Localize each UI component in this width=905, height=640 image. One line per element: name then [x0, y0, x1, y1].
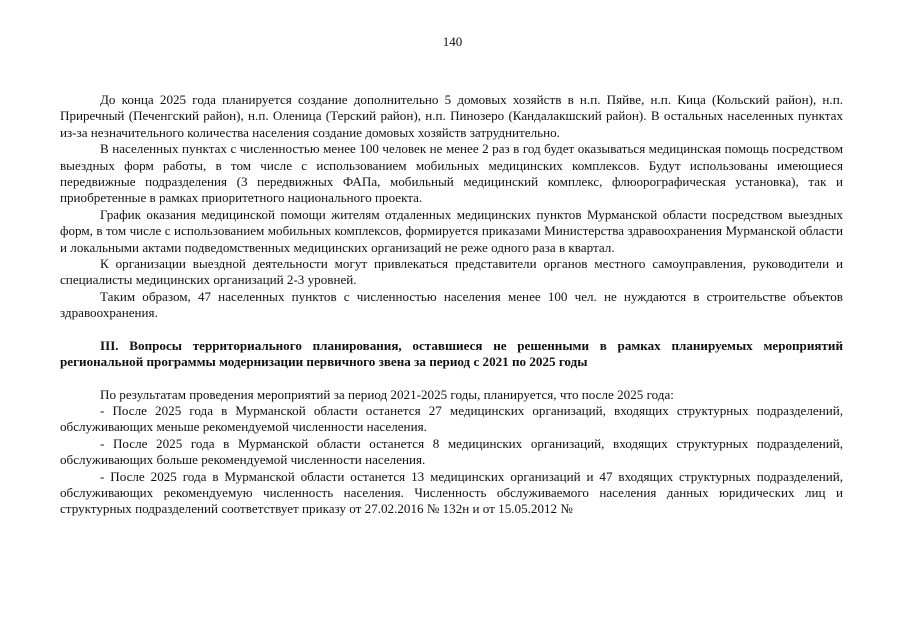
paragraph: До конца 2025 года планируется создание дополнительно 5 домовых хозяйств в н.п. Пяйве, н.п. Кица (Кольский район), н.п. Приречный (Печенгский район), н.п. Оленица (Терский район), н.п. Пинозеро (Кандалакшский район). В остальных населенных пунктах из-за незначительного количества населения создание домовых хозяйств затруднительно.: [60, 92, 843, 140]
page-number: 140: [442, 34, 463, 49]
section-heading: III. Вопросы территориального планирования, оставшиеся не решенными в рамках планируемых мероприятий региональной программы модернизации первичного звена за период с 2021 по 2025 годы: [60, 337, 843, 370]
list-item: - После 2025 года в Мурманской области останется 27 медицинских организаций, входящих структурных подразделений, обслуживающих меньше рекомендуемой численности населения.: [60, 402, 843, 435]
list-item: - После 2025 года в Мурманской области останется 8 медицинских организаций, входящих структурных подразделений, обслуживающих больше рекомендуемой численности населения.: [60, 435, 843, 468]
document-body: [60, 92, 843, 518]
intro-paragraph: По результатам проведения мероприятий за период 2021-2025 годы, планируется, что после 2025 года:: [100, 386, 674, 402]
paragraph: Таким образом, 47 населенных пунктов с численностью населения менее 100 чел. не нуждаются в строительстве объектов здравоохранения.: [60, 288, 843, 321]
paragraph: График оказания медицинской помощи жителям отдаленных медицинских пунктов Мурманской области посредством выездных форм, в том числе с использованием мобильных комплексов, формируется приказами Министерства здравоохранения Мурманской области и локальными актами подведомственных медицинских организаций не реже одного раза в квартал.: [60, 206, 843, 255]
paragraph: В населенных пунктах с численностью менее 100 человек не менее 2 раз в год будет оказываться медицинская помощь посредством выездных форм работы, в том числе с использованием мобильных медицинских комплексов. Будут использованы имеющиеся передвижные подразделения (3 передвижных ФАПа, мобильный медицинский комплекс, флюорографическая установка), так и приобретенные в рамках приоритетного национального проекта.: [60, 141, 843, 206]
list-item: - После 2025 года в Мурманской области останется 13 медицинских организаций и 47 входящих структурных подразделений, обслуживающих рекомендуемую численность населения. Численность обслуживаемого населения данных юридических лиц и структурных подразделений соответствует приказу от 27.02.2016 № 132н и от 15.05.2012 №: [60, 468, 843, 517]
paragraph: К организации выездной деятельности могут привлекаться представители органов местного самоуправления, руководители и специалисты медицинских организаций 2-3 уровней.: [60, 256, 843, 288]
